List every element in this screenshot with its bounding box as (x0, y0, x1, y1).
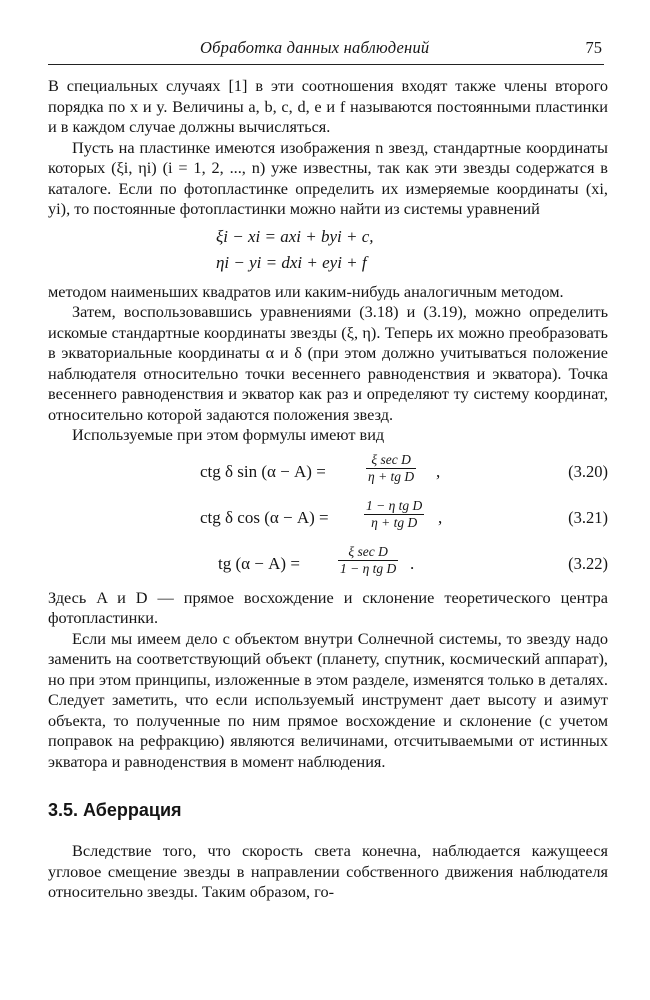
equation-punctuation: , (438, 507, 443, 527)
fraction-denominator: 1 − η tg D (340, 560, 397, 576)
page-body (48, 76, 608, 903)
equation-fraction (366, 452, 416, 485)
equation-system-row-1: ξi − xi = axi + byi + c, (216, 226, 374, 246)
equation-number: (3.22) (568, 553, 608, 573)
equation-lhs: tg (α − A) = (218, 553, 300, 573)
fraction-numerator: ξ sec D (338, 544, 398, 561)
equation-fraction (338, 544, 398, 577)
equation-number: (3.20) (568, 461, 608, 481)
equation-number: (3.21) (568, 507, 608, 527)
equation-fraction (364, 498, 424, 531)
paragraph-equatorial-coords: Затем, воспользовавшись уравнениями (3.18) и (3.19), можно определить искомые стандартные координаты звезды (ξ, η). Теперь их можно преобразовать в экваториальные координаты α и δ (при этом должно учитываться положение наблюдателя относительно точки весеннего равноденствия и экватора). Точка весеннего равноденствия и экватор как раз и определяют ту систему координат, относительно которой задаются положения звезд. (48, 302, 608, 424)
equation-system (48, 224, 608, 276)
paragraph-plate-constants: В специальных случаях [1] в эти соотношения входят также члены второго порядка по x и y. Величины a, b, c, d, e и f называются постоянными пластинки и в каждом случае должны вычисляться. (48, 76, 608, 136)
equation-punctuation: , (436, 461, 441, 481)
fraction-numerator: 1 − η tg D (366, 497, 423, 513)
fraction-numerator: ξ sec D (366, 452, 416, 469)
paragraph-solar-system: Если мы имеем дело с объектом внутри Солнечной системы, то звезду надо заменить на соответствующий объект (планету, спутник, космический аппарат), но при этом принципы, изложенные в этом разделе, изменятся только в деталях. Следует заметить, что если используемый инструмент дает высоту и азимут объекта, то полученные по ним прямое восхождение и склонение (с учетом поправок на рефракцию) являются величинами, отсчитываемыми от истинных экватора и равноденствия в момент наблюдения. (48, 628, 608, 771)
equation-3-20 (48, 452, 608, 492)
fraction-denominator: η + tg D (371, 514, 418, 530)
running-header (48, 34, 604, 65)
paragraph-formulas-intro: Используемые при этом формулы имеют вид (72, 425, 385, 444)
header-title: Обработка данных наблюдений (200, 38, 430, 57)
equation-lhs: ctg δ sin (α − A) = (200, 461, 326, 481)
fraction-denominator: η + tg D (368, 468, 415, 484)
equation-punctuation: . (410, 553, 415, 573)
paragraph-least-squares: методом наименьших квадратов или каким-нибудь аналогичным методом. (48, 281, 564, 301)
equation-lhs: ctg δ cos (α − A) = (200, 507, 329, 527)
paragraph-plate-center: Здесь A и D — прямое восхождение и склонение теоретического центра фотопластинки. (48, 587, 608, 627)
paragraph-star-images: Пусть на пластинке имеются изображения n звезд, стандартные координаты которых (ξi, ηi) (i = 1, 2, ..., n) уже известны, так как эти звезды содержатся в каталоге. Если по фотопластинке определить их измеряемые координаты (xi, yi), то постоянные фотопластинки можно найти из системы уравнений (48, 137, 608, 218)
paragraph-aberration: Вследствие того, что скорость света конечна, наблюдается кажущееся угловое смещение звезды в направлении собственного движения наблюдателя относительно звезды. Таким образом, го- (48, 841, 608, 901)
section-heading: 3.5. Аберрация (48, 800, 182, 820)
equation-system-row-2: ηi − yi = dxi + eyi + f (216, 252, 367, 272)
equation-3-21 (48, 498, 608, 538)
equation-3-22 (48, 544, 608, 584)
page-number: 75 (585, 38, 602, 57)
